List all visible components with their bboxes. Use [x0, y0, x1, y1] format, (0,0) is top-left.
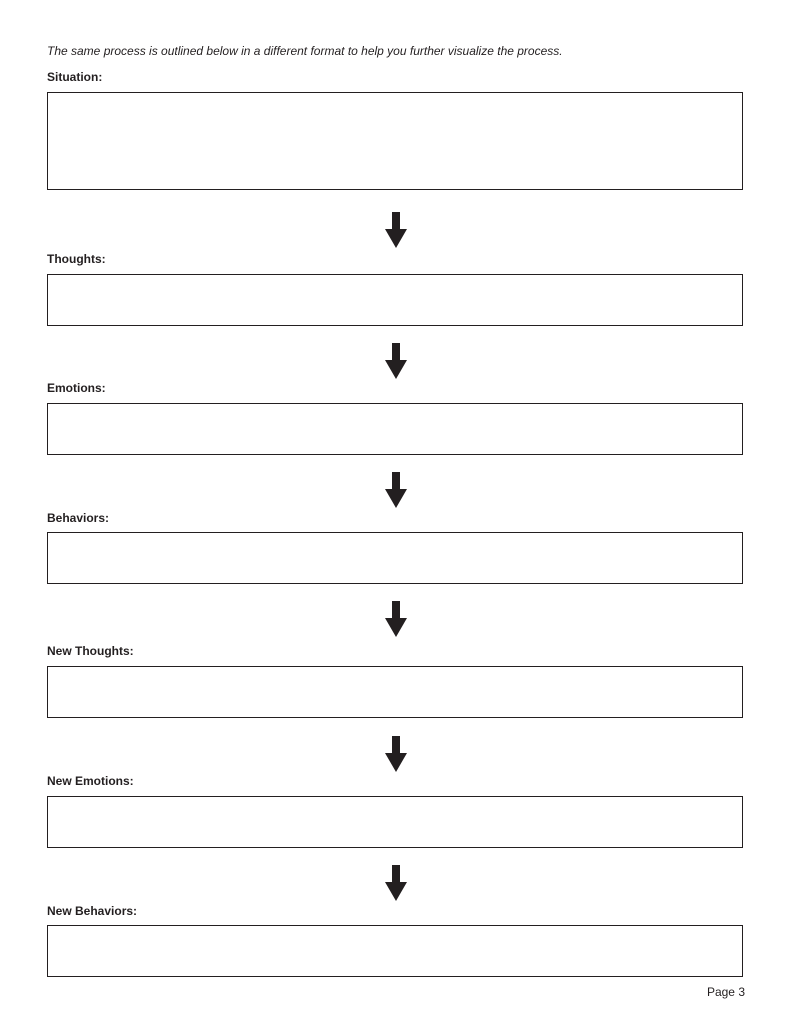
label-new-behaviors: New Behaviors: — [47, 904, 138, 918]
label-thoughts: Thoughts: — [47, 252, 106, 266]
label-emotions: Emotions: — [47, 381, 106, 395]
arrow-down-icon — [385, 601, 407, 637]
label-behaviors: Behaviors: — [47, 511, 110, 525]
arrow-down-icon — [385, 212, 407, 248]
arrow-down-icon — [385, 736, 407, 772]
arrow-down-icon — [385, 343, 407, 379]
label-new-emotions: New Emotions: — [47, 774, 134, 788]
label-situation: Situation: — [47, 70, 103, 84]
arrow-down-icon — [385, 865, 407, 901]
situation-input-box[interactable] — [47, 92, 743, 190]
emotions-input-box[interactable] — [47, 403, 743, 455]
behaviors-input-box[interactable] — [47, 532, 743, 584]
arrow-down-icon — [385, 472, 407, 508]
intro-text: The same process is outlined below in a different format to help you further visualize the process. — [47, 44, 563, 58]
label-new-thoughts: New Thoughts: — [47, 644, 134, 658]
new-emotions-input-box[interactable] — [47, 796, 743, 848]
thoughts-input-box[interactable] — [47, 274, 743, 326]
new-thoughts-input-box[interactable] — [47, 666, 743, 718]
new-behaviors-input-box[interactable] — [47, 925, 743, 977]
page-number: Page 3 — [706, 985, 745, 999]
